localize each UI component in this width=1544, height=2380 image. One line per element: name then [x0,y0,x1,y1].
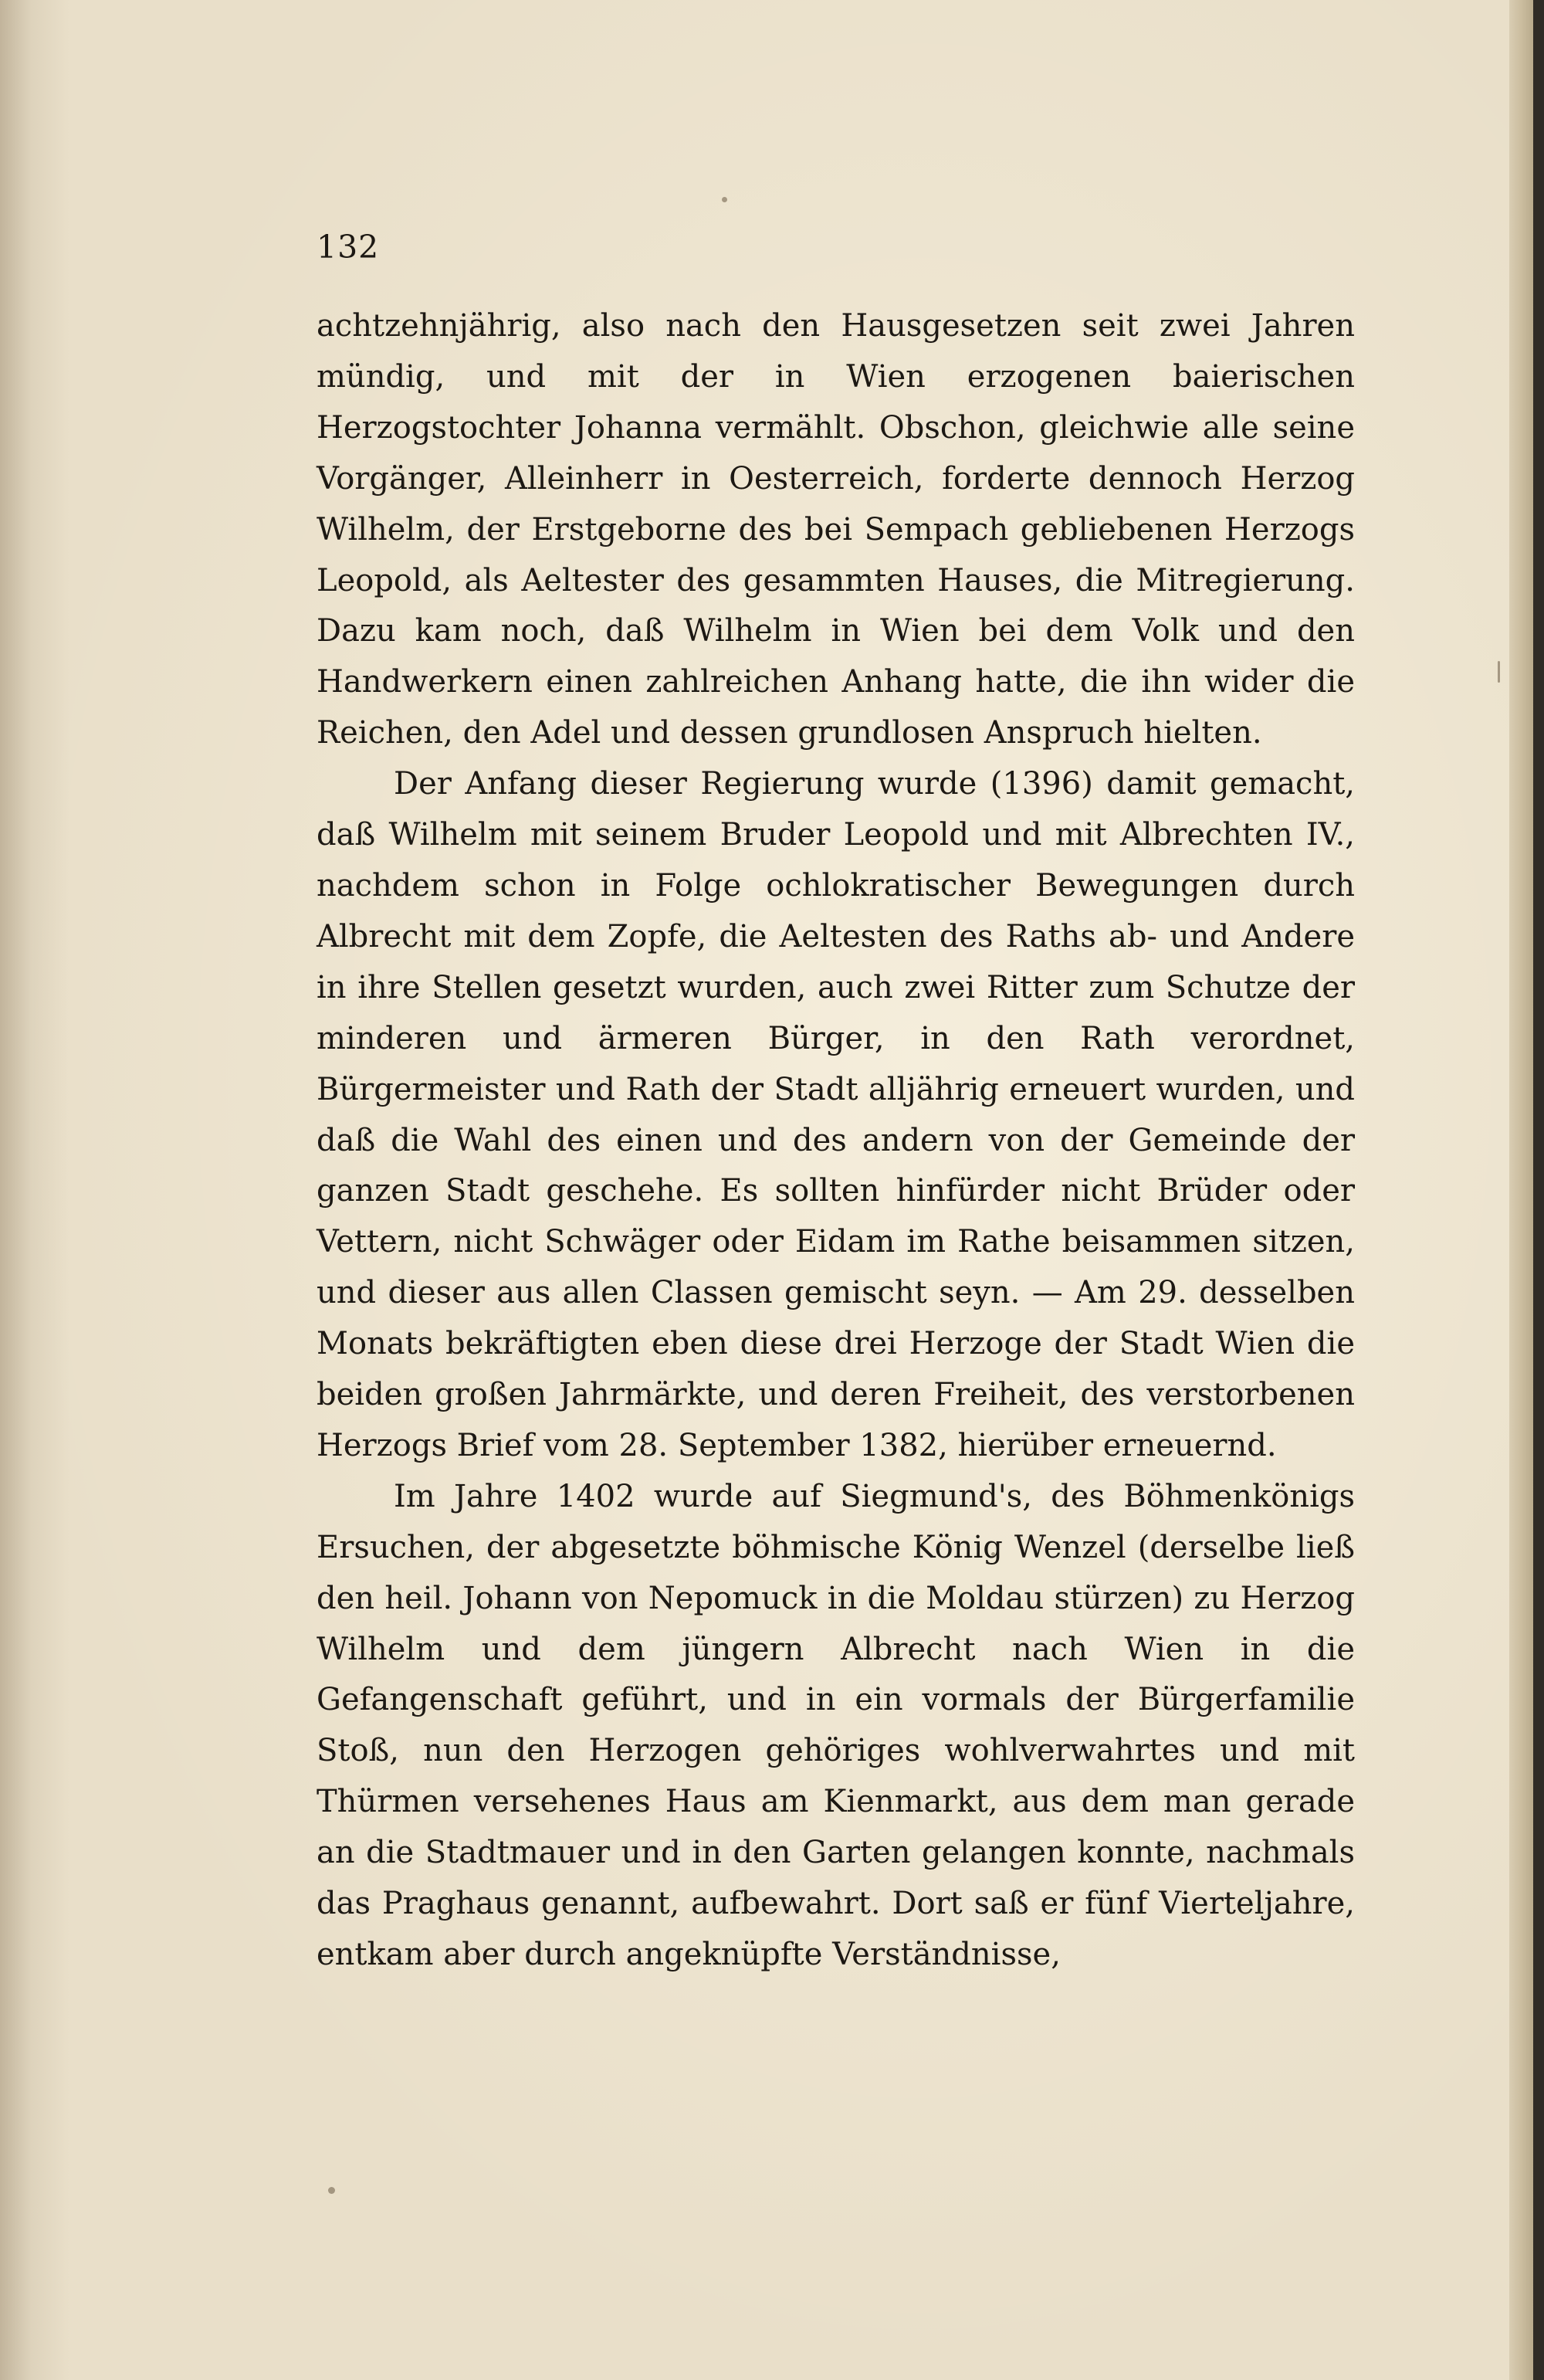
paragraph: Im Jahre 1402 wurde auf Siegmund's, des Böhmenkönigs Ersuchen, der abgesetzte böhmische König Wenzel (derselbe ließ den heil. Johann von Nepomuck in die Moldau stürzen) zu Herzog Wilhelm und dem jüngern Albrecht nach Wien in die Gefangenschaft geführt, und in ein vormals der Bürgerfamilie Stoß, nun den Herzogen gehöriges wohlverwahrtes und mit Thürmen versehenes Haus am Kienmarkt, aus dem man gerade an die Stadtmauer und in den Garten gelangen konnte, nachmals das Praghaus genannt, aufbewahrt. Dort saß er fünf Vierteljahre, entkam aber durch angeknüpfte Verständnisse, [317,1478,1355,1972]
paragraph: Der Anfang dieser Regierung wurde (1396) damit gemacht, daß Wilhelm mit seinem Bruder Leopold und mit Albrechten IV., nachdem schon in Folge ochlokratischer Bewegungen durch Albrecht mit dem Zopfe, die Aeltesten des Raths ab- und Andere in ihre Stellen gesetzt wurden, auch zwei Ritter zum Schutze der minderen und ärmeren Bürger, in den Rath verordnet, Bürgermeister und Rath der Stadt alljährig erneuert wurden, und daß die Wahl des einen und des andern von der Gemeinde der ganzen Stadt geschehe. Es sollten hinfürder nicht Brüder oder Vettern, nicht Schwäger oder Eidam im Rathe beisammen sitzen, und dieser aus allen Classen gemischt seyn. — Am 29. desselben Monats bekräftigten eben diese drei Herzoge der Stadt Wien die beiden großen Jahrmärkte, und deren Freiheit, des verstorbenen Herzogs Brief vom 28. September 1382, hierüber erneuernd. [317,766,1355,1463]
page-number: 132 [317,229,380,266]
paper-speck [1498,661,1500,683]
paragraph: achtzehnjährig, also nach den Hausgesetzen seit zwei Jahren mündig, und mit der in Wien erzogenen baierischen Herzogstochter Johanna vermählt. Obschon, gleichwie alle seine Vorgänger, Alleinherr in Oesterreich, forderte dennoch Herzog Wilhelm, der Erstgeborne des bei Sempach gebliebenen Herzogs Leopold, als Aeltester des gesammten Hauses, die Mitregierung. Dazu kam noch, daß Wilhelm in Wien bei dem Volk und den Handwerkern einen zahlreichen Anhang hatte, die ihn wider die Reichen, den Adel und dessen grundlosen Anspruch hielten. [317,308,1355,751]
paper-speck [722,197,727,202]
paper-speck [328,2187,335,2194]
body-text [317,301,1355,1981]
page-edge [1509,0,1533,2380]
